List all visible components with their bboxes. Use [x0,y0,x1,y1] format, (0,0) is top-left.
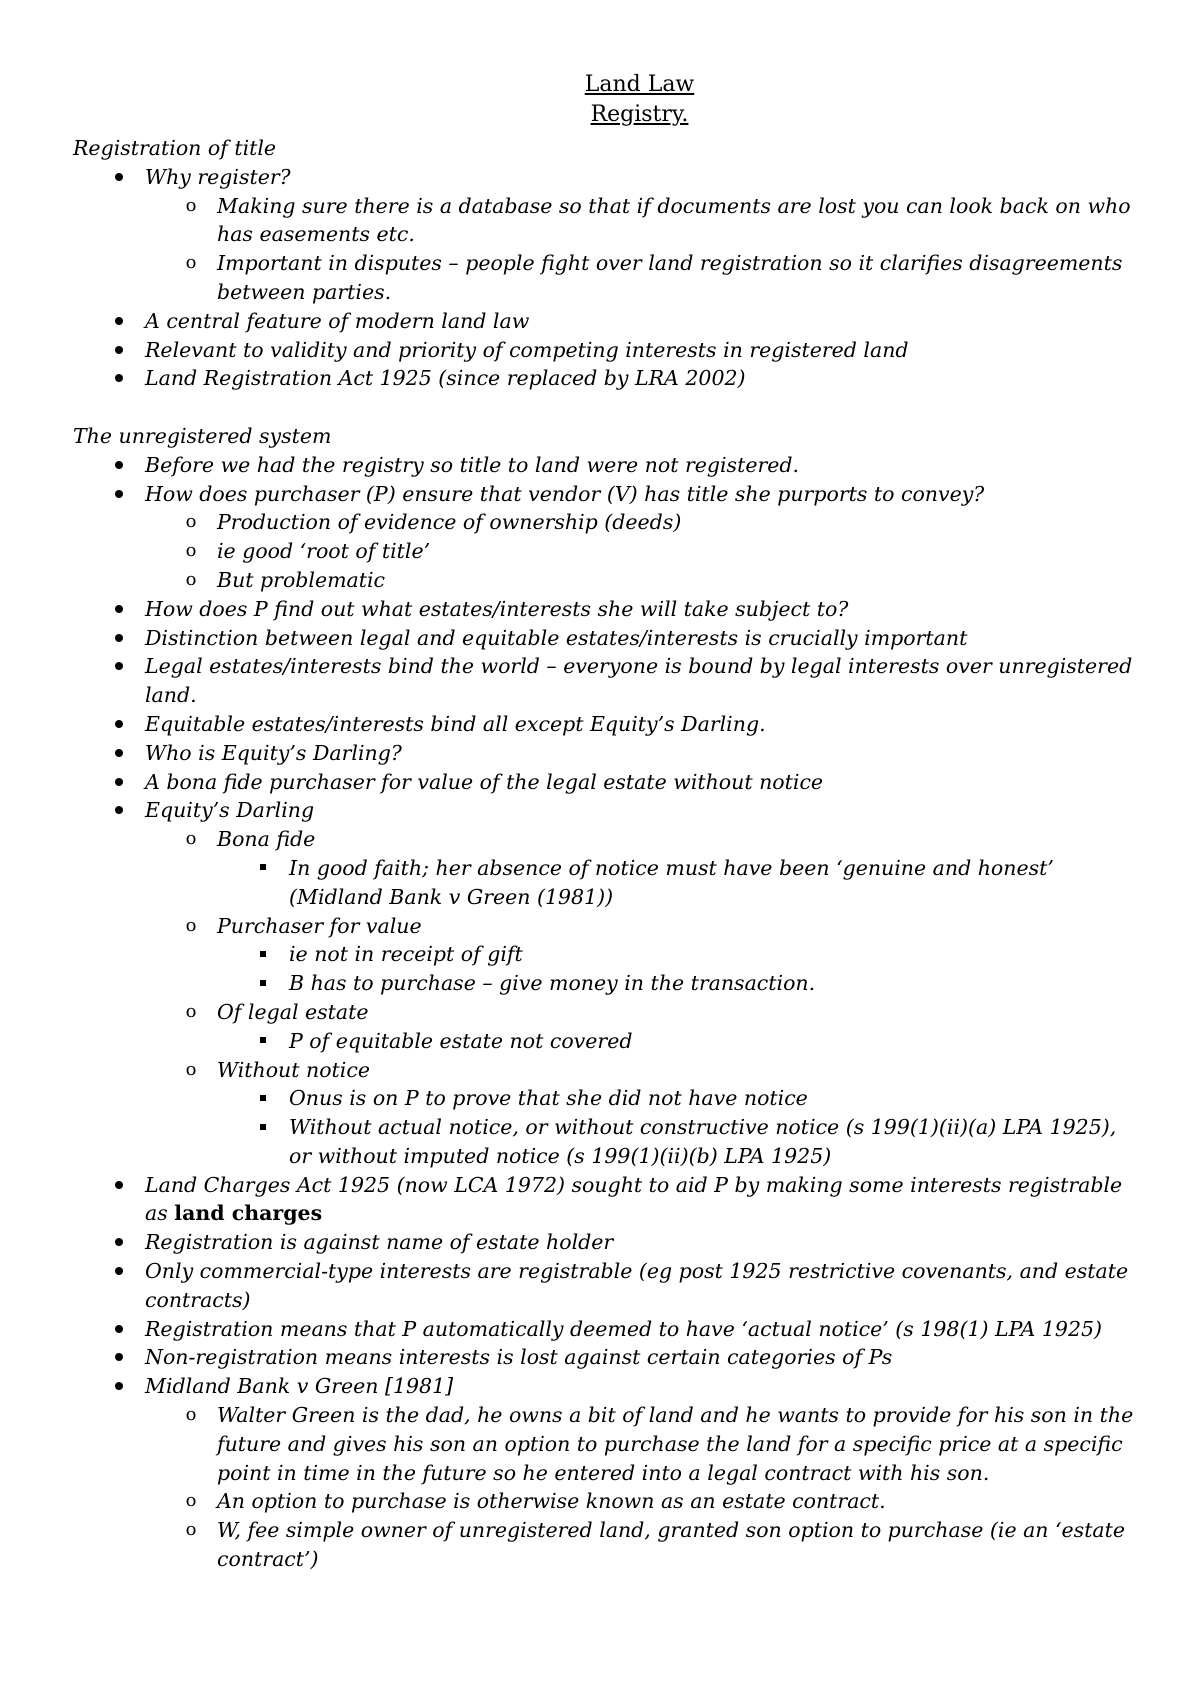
list-item [73,451,1140,480]
list-item-text: Midland Bank v Green [1981] [145,1374,454,1399]
list-item [73,652,1140,710]
list-item [73,710,1140,739]
bullet-square-icon [253,1084,273,1113]
section-heading-registration-of-title: Registration of title [73,136,277,160]
list-item [73,940,1140,969]
list-item [73,912,1140,941]
list-item [73,1113,1140,1171]
bullet-dot-icon [109,480,129,509]
list-item [73,969,1140,998]
bullet-circle-icon: o [185,252,197,274]
list-item [73,480,1140,509]
bullet-square-icon [253,1113,273,1142]
bullet-dot-icon [109,768,129,797]
list-item [73,1084,1140,1113]
bullet-dot-icon [109,1315,129,1344]
unregistered-system-list [73,451,1140,1574]
list-item-text: Purchaser for value [217,913,422,938]
list-item [73,192,1140,250]
bullet-dot-icon [109,1171,129,1200]
list-item-text: Of legal estate [217,999,369,1024]
list-item-text: Registration means that P automatically deemed to have ‘actual notice’ (s 198(1) LPA 1925) [145,1316,1103,1341]
bullet-circle-icon: o [185,1058,197,1080]
bullet-square-icon [253,854,273,883]
bullet-circle-icon: o [185,511,197,533]
list-item [73,1315,1140,1344]
list-item-text: Distinction between legal and equitable estates/interests is crucially important [145,625,968,650]
bullet-circle-icon: o [185,1519,197,1541]
bullet-dot-icon [109,1372,129,1401]
bullet-circle-icon: o [185,828,197,850]
list-item [73,508,1140,537]
list-item-text: Production of evidence of ownership (deeds) [217,510,682,535]
land-charges-bold-term: land charges [174,1201,323,1226]
bullet-dot-icon [109,1343,129,1372]
list-item-text: Why register? [145,164,291,189]
bullet-dot-icon [109,1257,129,1286]
bullet-dot-icon [109,739,129,768]
list-item-text: Without notice [217,1057,370,1082]
list-item-text: Making sure there is a database so that if documents are lost you can look back on who has easements etc. [217,193,1131,247]
list-item-text: ie not in receipt of gift [289,942,523,967]
bullet-square-icon [253,969,273,998]
list-item-text: Registration is against name of estate holder [145,1230,614,1255]
bullet-square-icon [253,940,273,969]
section-heading-unregistered-system: The unregistered system [73,423,332,448]
bullet-circle-icon: o [185,194,197,216]
list-item [73,595,1140,624]
list-item [73,336,1140,365]
list-item [73,249,1140,307]
list-item-text: But problematic [217,567,386,592]
list-item [73,307,1140,336]
bullet-dot-icon [109,595,129,624]
list-item-text: Bona fide [217,827,316,852]
list-item [73,1372,1140,1401]
bullet-dot-icon [109,1228,129,1257]
list-item-text: Relevant to validity and priority of competing interests in registered land [145,337,909,362]
bullet-circle-icon: o [185,540,197,562]
list-item [73,1257,1140,1315]
registration-of-title-list [73,163,1140,393]
list-item [73,768,1140,797]
list-item-text: ie good ‘root of title’ [217,539,431,564]
list-item-text: How does purchaser (P) ensure that vendor (V) has title she purports to convey? [145,481,985,506]
list-item [73,825,1140,854]
list-item-text: In good faith; her absence of notice must have been ‘genuine and honest’ (Midland Bank v Green (1981)) [289,855,1054,909]
bullet-dot-icon [109,163,129,192]
list-item [73,854,1140,912]
bullet-dot-icon [109,796,129,825]
list-item [73,1171,1140,1229]
list-item-text: B has to purchase – give money in the transaction. [289,971,816,996]
document-title [73,70,1140,130]
bullet-dot-icon [109,307,129,336]
bullet-dot-icon [109,336,129,365]
bullet-circle-icon: o [185,1000,197,1022]
list-item-text: Important in disputes – people fight over land registration so it clarifies disagreements between parties. [217,251,1123,304]
bullet-dot-icon [109,652,129,681]
list-item [73,1516,1140,1574]
list-item-text: W, fee simple owner of unregistered land, granted son option to purchase (ie an ‘estate contract’) [217,1518,1126,1572]
list-item [73,998,1140,1027]
list-item [73,1343,1140,1372]
list-item-text: How does P find out what estates/interests she will take subject to? [145,596,849,621]
list-item-text: Before we had the registry so title to land were not registered. [145,452,800,477]
list-item-text: Land Charges Act 1925 (now LCA 1972) sought to aid P by making some interests registrable as [145,1172,1123,1226]
list-item-text: Without actual notice, or without constructive notice (s 199(1)(ii)(a) LPA 1925), or without imputed notice (s 199(1)(ii)(b) LPA 1925) [289,1115,1117,1168]
bullet-circle-icon: o [185,568,197,590]
list-item-text: Non-registration means interests is lost against certain categories of Ps [145,1345,893,1370]
list-item [73,739,1140,768]
list-item-text: P of equitable estate not covered [289,1028,633,1053]
list-item [73,1228,1140,1257]
bullet-dot-icon [109,710,129,739]
list-item [73,1487,1140,1516]
bullet-square-icon [253,1027,273,1056]
list-item [73,624,1140,653]
list-item-text: Equitable estates/interests bind all except Equity’s Darling. [145,711,766,736]
list-item [73,364,1140,393]
bullet-circle-icon: o [185,1490,197,1512]
list-item [73,163,1140,192]
list-item-text: Who is Equity’s Darling? [145,740,402,765]
list-item-text: Walter Green is the dad, he owns a bit of land and he wants to provide for his son in the future and gives his son an option to purchase the land for a specific price at a specific point in time in the future so he entered into a legal contract with his son. [217,1403,1134,1485]
list-item-text: A bona fide purchaser for value of the legal estate without notice [145,769,824,794]
list-item-text: Land Registration Act 1925 (since replaced by LRA 2002) [145,366,746,391]
bullet-circle-icon: o [185,1404,197,1426]
title-registry: Registry. [590,102,689,127]
list-item [73,1027,1140,1056]
title-land-law: Land Law [584,72,695,97]
document-body [73,134,1140,1574]
bullet-dot-icon [109,451,129,480]
list-item [73,1056,1140,1085]
list-item [73,566,1140,595]
bullet-circle-icon: o [185,914,197,936]
list-item [73,796,1140,825]
list-item-text: Onus is on P to prove that she did not have notice [289,1086,808,1111]
blank-line [73,393,1140,422]
list-item-text: An option to purchase is otherwise known as an estate contract. [217,1489,886,1514]
bullet-dot-icon [109,364,129,393]
list-item-text: A central feature of modern land law [145,308,530,333]
bullet-dot-icon [109,624,129,653]
list-item [73,1401,1140,1487]
list-item-text: Equity’s Darling [145,798,315,823]
list-item [73,537,1140,566]
list-item-text: Legal estates/interests bind the world – everyone is bound by legal interests over unregistered land. [145,654,1133,708]
list-item-text: Only commercial-type interests are registrable (eg post 1925 restrictive covenants, and estate contracts) [145,1259,1129,1312]
